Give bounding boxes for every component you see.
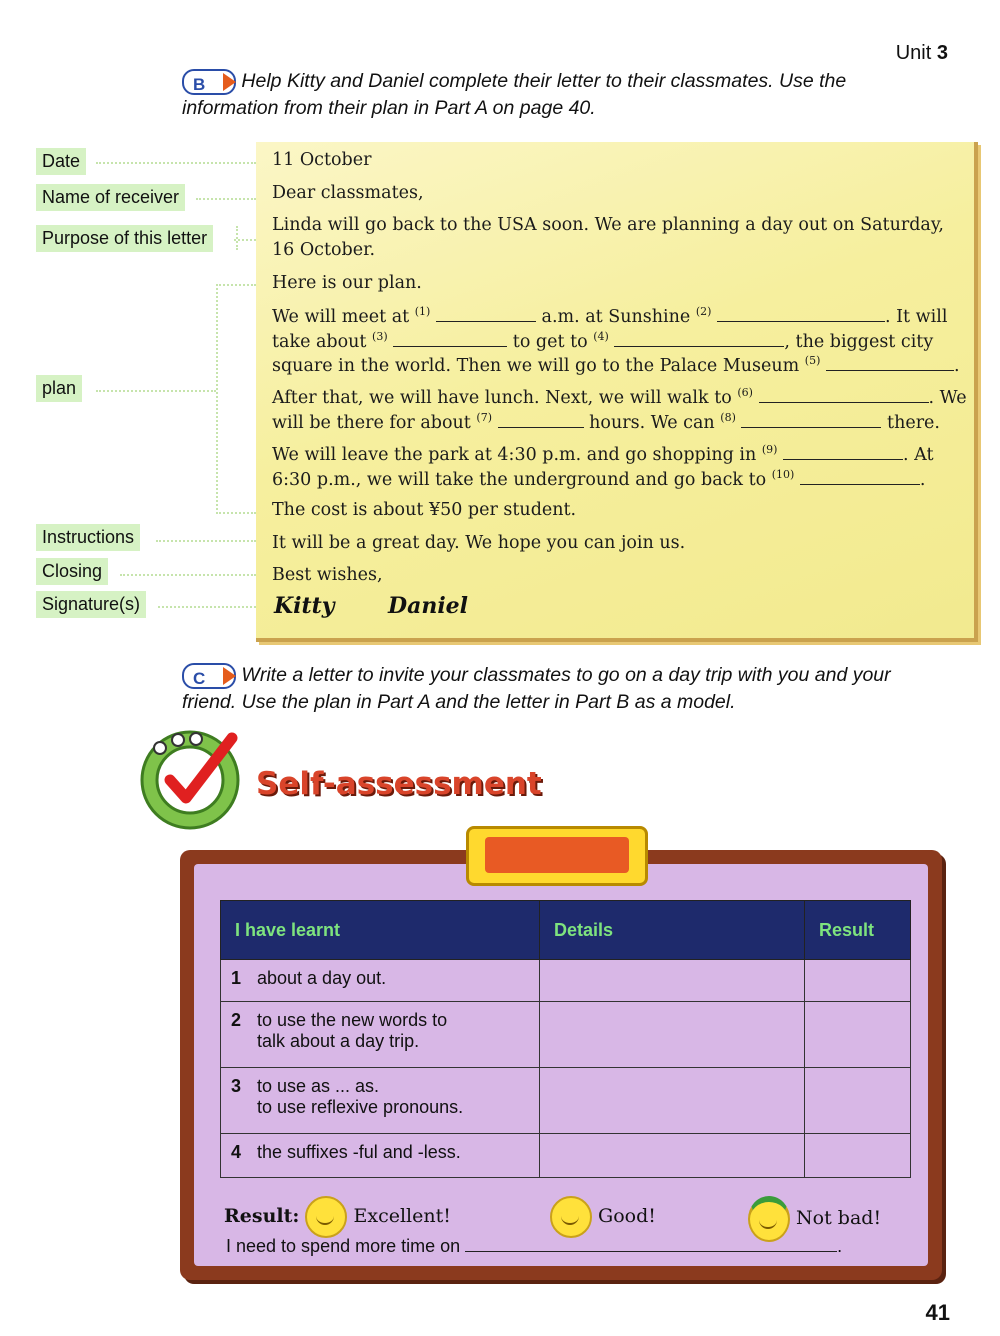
signature-daniel: Daniel — [388, 593, 469, 619]
letter-plan-intro: Here is our plan. — [272, 273, 422, 293]
row-text: 1 about a day out. — [221, 960, 540, 1002]
label-instructions: Instructions — [36, 524, 140, 551]
good-option — [550, 1196, 656, 1238]
label-signature: Signature(s) — [36, 591, 146, 618]
letter-line-7: 6:30 p.m., we will take the underground and go back to $^{(10)}$ . — [272, 468, 926, 490]
part-c-badge: C — [182, 663, 236, 689]
blank-4[interactable] — [614, 331, 784, 347]
leader-plan-bottom — [216, 512, 256, 514]
letter-line-3: square in the world. Then we will go to the Palace Museum $^{(5)}$ . — [272, 354, 960, 376]
part-b-instructions: B Help Kitty and Daniel complete their letter to their classmates. Use the information from their plan in Part A on page 40. — [182, 70, 847, 119]
blank-10[interactable] — [800, 469, 920, 485]
row-text: 2 to use the new words to talk about a day trip. — [221, 1002, 540, 1068]
not-bad-label: Not bad! — [796, 1207, 882, 1229]
arrow-icon — [223, 73, 236, 91]
label-plan: plan — [36, 375, 82, 402]
part-c-instructions: C Write a letter to invite your classmates to go on a day trip with you and your friend. Use the plan in Part A and the letter in Part B as a model. — [182, 664, 891, 713]
part-b-badge: B — [182, 69, 236, 95]
self-assessment-title: Self-assessment — [256, 766, 542, 802]
board-clip-inner — [485, 837, 629, 873]
label-date: Date — [36, 148, 86, 175]
good-label: Good! — [598, 1205, 656, 1227]
row-text: 3 to use as ... as. to use reflexive pronouns. — [221, 1068, 540, 1134]
table-row — [221, 960, 911, 1002]
blank-9[interactable] — [783, 444, 903, 460]
blank-5[interactable] — [826, 355, 954, 371]
header-result: Result — [805, 901, 911, 960]
leader-receiver — [196, 198, 256, 200]
letter-line-2: take about $^{(3)}$ to get to $^{(4)}$ , the biggest city — [272, 330, 934, 352]
excellent-label: Excellent! — [353, 1205, 451, 1227]
result-cell[interactable] — [805, 1002, 911, 1068]
need-more-blank[interactable] — [465, 1236, 837, 1252]
result-cell[interactable] — [805, 1068, 911, 1134]
letter-line-1: We will meet at $^{(1)}$ a.m. at Sunshine $^{(2)}$ . It will — [272, 305, 948, 327]
letter-instructions: It will be a great day. We hope you can join us. — [272, 533, 686, 553]
need-more-line: I need to spend more time on . — [226, 1236, 843, 1256]
leader-plan — [96, 390, 216, 392]
table-row — [221, 1002, 911, 1068]
checklist-icon — [136, 724, 248, 830]
letter-date: 11 October — [272, 150, 372, 170]
result-cell[interactable] — [805, 960, 911, 1002]
label-receiver: Name of receiver — [36, 184, 185, 211]
row-text: 4 the suffixes -ful and -less. — [221, 1134, 540, 1178]
blank-6[interactable] — [759, 387, 929, 403]
board-clip — [466, 826, 648, 886]
unit-label: Unit 3 — [895, 42, 948, 64]
label-purpose: Purpose of this letter — [36, 225, 213, 252]
arrow-icon — [223, 667, 236, 685]
letter-line-4: After that, we will have lunch. Next, we will walk to $^{(6)}$ . We — [272, 386, 967, 408]
leader-closing — [120, 574, 256, 576]
details-cell[interactable] — [540, 1134, 805, 1178]
leader-date — [96, 162, 256, 164]
leader-plan-top — [216, 284, 256, 286]
letter-greeting: Dear classmates, — [272, 183, 424, 203]
letter-purpose-1: Linda will go back to the USA soon. We are planning a day out on Saturday, — [272, 215, 944, 235]
good-smiley-icon[interactable] — [550, 1196, 592, 1238]
leader-signature — [158, 606, 256, 608]
table-header-row — [221, 901, 911, 960]
leader-purpose-bracket — [236, 226, 238, 250]
letter-closing: Best wishes, — [272, 565, 383, 585]
blank-1[interactable] — [436, 306, 536, 322]
page-number: 41 — [925, 1300, 950, 1325]
table-row — [221, 1068, 911, 1134]
details-cell[interactable] — [540, 1068, 805, 1134]
unit-number: 3 — [936, 42, 948, 64]
assessment-table — [220, 900, 911, 1178]
header-learnt: I have learnt — [221, 901, 540, 960]
letter-line-6: We will leave the park at 4:30 p.m. and go shopping in $^{(9)}$ . At — [272, 443, 934, 465]
result-line — [224, 1196, 451, 1238]
label-closing: Closing — [36, 558, 108, 585]
blank-7[interactable] — [498, 412, 584, 428]
result-cell[interactable] — [805, 1134, 911, 1178]
blank-3[interactable] — [393, 331, 507, 347]
blank-8[interactable] — [741, 412, 881, 428]
letter-cost: The cost is about ¥50 per student. — [272, 500, 577, 520]
excellent-smiley-icon[interactable] — [305, 1196, 347, 1238]
leader-plan-bracket — [216, 284, 218, 514]
table-row — [221, 1134, 911, 1178]
letter-purpose-2: 16 October. — [272, 240, 376, 260]
letter-line-5: will be there for about $^{(7)}$ hours. We can $^{(8)}$ there. — [272, 411, 940, 433]
result-label: Result: — [224, 1205, 300, 1227]
signature-kitty: Kitty — [274, 593, 335, 619]
header-details: Details — [540, 901, 805, 960]
details-cell[interactable] — [540, 1002, 805, 1068]
blank-2[interactable] — [717, 306, 885, 322]
leader-instructions — [156, 540, 256, 542]
details-cell[interactable] — [540, 960, 805, 1002]
